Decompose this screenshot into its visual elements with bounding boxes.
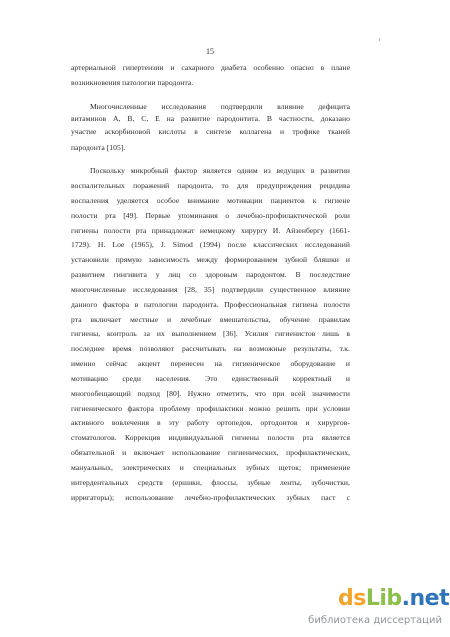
text-line: именно сейчас акцент перенесен на гигиеническое оборудование и [71, 359, 350, 368]
text-line: гигиены, контроль за их выполнением [36]. Усилия гигиенистов лишь в [71, 329, 350, 338]
text-line: установили прямую зависимость между формированием зубной бляшки и [71, 255, 350, 264]
text-line: многообещающий подход [80]. Нужно отметить, что при всей значимости [71, 389, 350, 398]
text-line: возникновения патологии пародонта. [71, 78, 194, 87]
text-line: многочисленные исследования [28, 35] подтвердили существенное влияние [71, 285, 350, 294]
text-line: воспаления уделяется особое внимание мотивации пациентов к гигиене [71, 196, 350, 205]
text-line: гигиенического фактора проблему профилактики можно решить при условии [71, 404, 350, 413]
text-line: Многочисленные исследования подтвердили влияние дефицита [90, 102, 350, 111]
text-line: ирригаторы); использование лечебно-профилактических зубных паст с [71, 493, 350, 502]
text-line: стоматологов. Коррекция индивидуальной гигиены полости рта является [71, 433, 350, 442]
text-line: мотивацию среди населения. Это единственный корректный и [71, 374, 350, 383]
logo-part-lib: Lib [365, 586, 402, 611]
text-line: участие аскорбиновой кислоты в синтезе коллагена и трофике тканей [71, 127, 350, 136]
page-corner-mark [379, 38, 380, 41]
text-line: воспалительных поражений пародонта, то для предупреждения рецидива [71, 181, 350, 190]
text-line: мануальных, электрических и специальных зубных щеток; применение [71, 463, 350, 472]
text-line: последнее время позволяют рассчитывать на возможные результаты, т.к. [71, 344, 350, 353]
text-line: пародонта [105]. [71, 143, 126, 152]
text-line: интердентальных средств (ершики, флоссы, зубные ленты, зубочистки, [71, 478, 350, 487]
page-number: 15 [206, 47, 214, 56]
dslib-watermark[interactable] [308, 586, 450, 632]
text-line: Поскольку микробный фактор является одним из ведущих в развитии [90, 166, 350, 175]
text-line: полости рта [49]. Первые упоминания о лечебно-профилактической роли [71, 211, 350, 220]
text-line: развитием гингивита у лиц со здоровым пародонтом. В последствие [71, 270, 350, 279]
text-line: витаминов А, В, С, Е на развитие пародонтита. В частности, доказано [71, 114, 350, 123]
text-line: гигиены полости рта принадлежат немецкому хирургу И. Айзенбергу (1661- [71, 226, 350, 235]
text-line: активного вовлечения в эту работу ортопедов, ортодонтов и хирургов- [71, 418, 350, 427]
watermark-subtitle: библиотека диссертаций [308, 615, 442, 626]
text-line: обязательной и включает использование гигиенических, профилактических, [71, 448, 350, 457]
text-line: рта включает местные и лечебные вмешательства, обучение правилам [71, 315, 350, 324]
text-line: 1729). Н. Loe (1965), J. Simod (1994) после классических исследований [71, 240, 350, 249]
dslib-logo[interactable] [338, 586, 450, 612]
text-line: артериальной гипертензии и сахарного диабета особенно опасно в плане [71, 63, 350, 72]
logo-part-ds: ds [338, 586, 366, 611]
logo-part-net: .net [401, 586, 450, 611]
text-line: данного фактора в патологии пародонта. Профессиональная гигиена полости [71, 300, 350, 309]
